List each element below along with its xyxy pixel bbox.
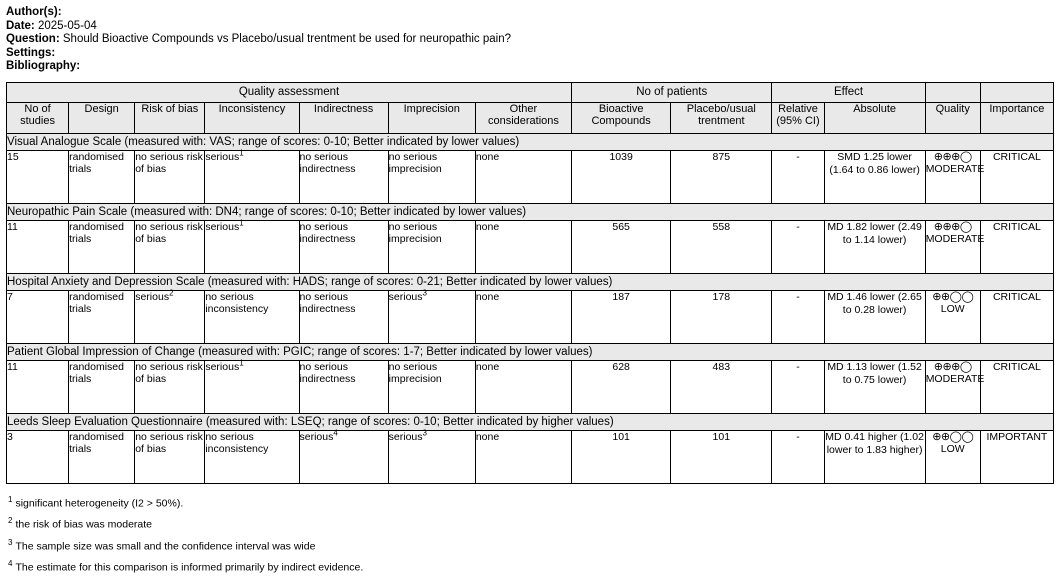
cell-indirectness-text: no serious indirectness (299, 290, 356, 316)
colhead-inconsistency: Inconsistency (205, 102, 299, 133)
footnote-marker: 4 (8, 559, 13, 569)
colhead-other-considerations: Other considerations (475, 102, 571, 133)
grade-circles-icon: ⊕⊕◯◯ (932, 290, 974, 303)
colhead-no-of-studies: No of studies (7, 102, 69, 133)
cell-relative-effect: - (772, 290, 824, 343)
band-spacer-importance (980, 82, 1053, 102)
meta-author-label: Author(s): (6, 6, 62, 18)
cell-imprecision (388, 290, 475, 343)
colhead-absolute: Absolute (824, 102, 925, 133)
cell-quality (925, 360, 985, 413)
cell-indirectness (299, 430, 388, 483)
footnote-ref: 1 (239, 148, 244, 158)
cell-indirectness-text: no serious indirectness (299, 150, 356, 176)
table-row (7, 360, 1054, 413)
cell-n-bioactive-compounds: 628 (572, 360, 671, 413)
meta-settings-label: Settings: (6, 46, 56, 59)
cell-absolute-effect: MD 1.82 lower (2.49 to 1.14 lower) (824, 220, 925, 273)
meta-question-line (6, 33, 1055, 47)
cell-indirectness-text: no serious indirectness (299, 220, 356, 246)
meta-date-value: 2025-05-04 (37, 19, 97, 32)
cell-inconsistency-text: no serious inconsistency (205, 430, 269, 456)
cell-indirectness (299, 290, 388, 343)
footnote-text: significant heterogeneity (I2 > 50%). (15, 497, 184, 510)
outcome-section-header (7, 273, 1054, 290)
cell-indirectness-text: no serious indirectness (299, 360, 356, 386)
outcome-title-lseq: Leeds Sleep Evaluation Questionnaire (measured with: LSEQ; range of scores: 0-10; Better indicated by higher values) (7, 413, 1054, 430)
cell-relative-effect: - (772, 220, 824, 273)
cell-imprecision-text: serious (388, 430, 423, 443)
footnote-text: The sample size was small and the confidence interval was wide (15, 540, 316, 553)
cell-indirectness (299, 220, 388, 273)
table-body (7, 133, 1054, 483)
quality-label: MODERATE (925, 372, 985, 385)
cell-no-of-studies: 11 (7, 220, 69, 273)
band-row (7, 82, 1054, 102)
cell-inconsistency-text: serious (205, 150, 240, 163)
cell-other-considerations: none (475, 430, 571, 483)
meta-settings-line (6, 47, 1055, 61)
footnote-text: the risk of bias was moderate (15, 518, 153, 531)
footnote-item (8, 555, 1055, 577)
cell-imprecision (388, 220, 475, 273)
cell-inconsistency-text: serious (205, 220, 240, 233)
cell-imprecision (388, 430, 475, 483)
cell-quality (925, 150, 985, 203)
cell-imprecision (388, 360, 475, 413)
cell-risk-of-bias-text: serious (135, 290, 170, 303)
footnote-ref: 4 (333, 428, 338, 438)
cell-importance: CRITICAL (980, 360, 1053, 413)
cell-importance: CRITICAL (980, 150, 1053, 203)
cell-absolute-effect: MD 0.41 higher (1.02 lower to 1.83 higher) (824, 430, 925, 483)
colhead-importance: Importance (980, 102, 1053, 133)
cell-imprecision-text: serious (388, 290, 423, 303)
colhead-indirectness: Indirectness (299, 102, 388, 133)
cell-quality (925, 290, 980, 343)
table-header (7, 82, 1054, 133)
table-row (7, 220, 1054, 273)
grade-circles-icon: ⊕⊕◯◯ (932, 430, 974, 443)
cell-n-placebo-usual: 483 (671, 360, 772, 413)
cell-inconsistency-text: serious (205, 360, 240, 373)
document-meta-header (6, 6, 1055, 74)
outcome-section-header (7, 413, 1054, 430)
meta-date-label: Date: (6, 19, 35, 32)
colhead-relative-95-ci: Relative (95% CI) (772, 102, 824, 133)
cell-relative-effect: - (772, 360, 824, 413)
column-header-row (7, 102, 1054, 133)
cell-design: randomised trials (69, 360, 135, 413)
quality-label: MODERATE (925, 232, 985, 245)
meta-date-line (6, 20, 1055, 34)
grade-evidence-table (6, 82, 1054, 484)
cell-imprecision-text: no serious imprecision (388, 360, 442, 386)
footnote-item (8, 512, 1055, 534)
footnote-ref: 1 (239, 218, 244, 228)
footnote-item (8, 491, 1055, 513)
grade-circles-icon: ⊕⊕⊕◯ (933, 150, 972, 163)
cell-absolute-effect: SMD 1.25 lower (1.64 to 0.86 lower) (824, 150, 925, 203)
cell-importance: CRITICAL (980, 290, 1053, 343)
band-no-of-patients: No of patients (572, 82, 772, 102)
cell-design: randomised trials (69, 150, 135, 203)
grade-circles-icon: ⊕⊕⊕◯ (933, 220, 972, 233)
colhead-placebo-usual-trentment: Placebo/usual trentment (671, 102, 772, 133)
cell-inconsistency (205, 360, 299, 413)
band-quality-assessment: Quality assessment (7, 82, 572, 102)
cell-no-of-studies: 3 (7, 430, 69, 483)
outcome-title-vas: Visual Analogue Scale (measured with: VAS; range of scores: 0-10; Better indicated by lower values) (7, 133, 1054, 150)
footnote-ref: 3 (422, 428, 427, 438)
cell-relative-effect: - (772, 150, 824, 203)
cell-n-bioactive-compounds: 187 (572, 290, 671, 343)
footnote-marker: 3 (8, 537, 13, 547)
cell-other-considerations: none (475, 220, 571, 273)
meta-question-value: Should Bioactive Compounds vs Placebo/usual trentment be used for neuropathic pain? (62, 33, 512, 46)
footnote-ref: 1 (239, 358, 244, 368)
cell-no-of-studies: 11 (7, 360, 69, 413)
outcome-section-header (7, 203, 1054, 220)
cell-design: randomised trials (69, 290, 135, 343)
cell-risk-of-bias: no serious risk of bias (135, 430, 205, 483)
cell-quality (925, 430, 980, 483)
cell-inconsistency (205, 150, 299, 203)
cell-design: randomised trials (69, 220, 135, 273)
cell-no-of-studies: 15 (7, 150, 69, 203)
footnote-text: The estimate for this comparison is informed primarily by indirect evidence. (15, 561, 364, 574)
cell-risk-of-bias: no serious risk of bias (135, 150, 205, 203)
meta-author-line (6, 6, 1055, 20)
cell-n-bioactive-compounds: 101 (572, 430, 671, 483)
cell-relative-effect: - (772, 430, 824, 483)
cell-absolute-effect: MD 1.13 lower (1.52 to 0.75 lower) (824, 360, 925, 413)
cell-absolute-effect: MD 1.46 lower (2.65 to 0.28 lower) (824, 290, 925, 343)
cell-other-considerations: none (475, 290, 571, 343)
meta-bibliography-line (6, 60, 1055, 74)
footnotes-list (6, 491, 1055, 577)
outcome-title-pgic: Patient Global Impression of Change (measured with: PGIC; range of scores: 1-7; Better indicated by lower values) (7, 343, 1054, 360)
table-row (7, 290, 1054, 343)
cell-inconsistency-text: no serious inconsistency (205, 290, 269, 316)
cell-n-placebo-usual: 101 (671, 430, 772, 483)
cell-importance: CRITICAL (980, 220, 1053, 273)
cell-inconsistency (205, 220, 299, 273)
footnote-ref: 3 (422, 288, 427, 298)
cell-n-bioactive-compounds: 1039 (572, 150, 671, 203)
table-row (7, 150, 1054, 203)
footnote-item (8, 534, 1055, 556)
outcome-section-header (7, 343, 1054, 360)
cell-n-placebo-usual: 875 (671, 150, 772, 203)
cell-importance: IMPORTANT (980, 430, 1053, 483)
cell-design: randomised trials (69, 430, 135, 483)
cell-no-of-studies: 7 (7, 290, 69, 343)
meta-bibliography-label: Bibliography: (6, 60, 81, 73)
cell-other-considerations: none (475, 360, 571, 413)
cell-other-considerations: none (475, 150, 571, 203)
cell-indirectness (299, 360, 388, 413)
cell-n-placebo-usual: 558 (671, 220, 772, 273)
cell-n-placebo-usual: 178 (671, 290, 772, 343)
colhead-risk-of-bias: Risk of bias (135, 102, 205, 133)
colhead-imprecision: Imprecision (388, 102, 475, 133)
cell-indirectness-text: serious (299, 430, 334, 443)
outcome-section-header (7, 133, 1054, 150)
meta-question-label: Question: (6, 33, 60, 46)
cell-risk-of-bias: no serious risk of bias (135, 220, 205, 273)
quality-label: LOW (940, 442, 965, 455)
cell-imprecision-text: no serious imprecision (388, 150, 442, 176)
band-effect: Effect (772, 82, 925, 102)
colhead-bioactive-compounds: Bioactive Compounds (572, 102, 671, 133)
quality-label: MODERATE (925, 162, 985, 175)
footnote-ref: 2 (169, 288, 174, 298)
cell-indirectness (299, 150, 388, 203)
band-spacer-quality (925, 82, 980, 102)
cell-inconsistency (205, 430, 299, 483)
cell-n-bioactive-compounds: 565 (572, 220, 671, 273)
cell-inconsistency (205, 290, 299, 343)
cell-risk-of-bias: no serious risk of bias (135, 360, 205, 413)
cell-imprecision-text: no serious imprecision (388, 220, 442, 246)
table-row (7, 430, 1054, 483)
quality-label: LOW (940, 302, 965, 315)
cell-quality (925, 220, 985, 273)
outcome-title-dn4: Neuropathic Pain Scale (measured with: DN4; range of scores: 0-10; Better indicated by lower values) (7, 203, 1054, 220)
grade-circles-icon: ⊕⊕⊕◯ (933, 360, 972, 373)
footnote-marker: 1 (8, 494, 13, 504)
outcome-title-hads: Hospital Anxiety and Depression Scale (measured with: HADS; range of scores: 0-21; Better indicated by lower values) (7, 273, 1054, 290)
cell-imprecision (388, 150, 475, 203)
footnote-marker: 2 (8, 516, 13, 526)
colhead-quality: Quality (925, 102, 980, 133)
colhead-design: Design (69, 102, 135, 133)
cell-risk-of-bias (135, 290, 205, 343)
